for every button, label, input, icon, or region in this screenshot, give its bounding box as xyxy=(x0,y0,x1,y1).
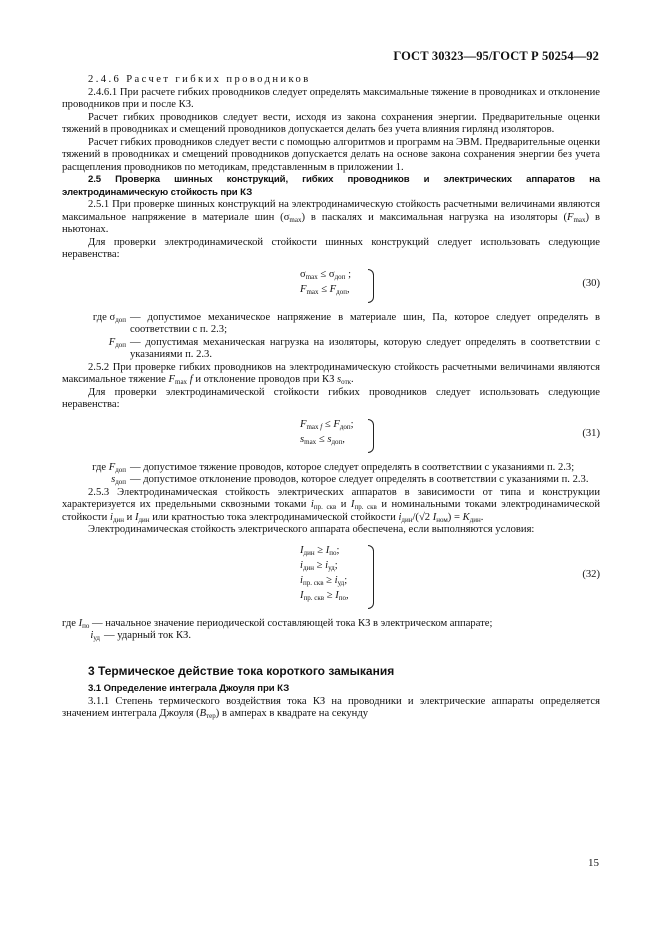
equation-31: $F_{max f} \le F_{доп}$; $s_{max} \le s_{доп}$, (31) xyxy=(62,415,600,459)
document-body xyxy=(62,74,600,721)
paragraph-calc-1: Расчет гибких проводников следует вести, исходя из закона сохранения энергии. Предварительные оценки тяжений в проводниках и смещений проводников допускается делать без учета влияния гирлянд изоляторов. xyxy=(62,111,600,135)
paragraph-2-5-1-check: Для проверки электродинамической стойкости шинных конструкций следует использовать следующие неравенства: xyxy=(62,236,600,260)
paragraph-3-1-1: 3.1.1 Степень термического воздействия тока КЗ на проводники и электрические аппараты определяется значением интеграла Джоуля $(B_{тер})$ в амперах в квадрате на секунду xyxy=(62,695,600,720)
definition-ipo: где $I_{по}$ — начальное значение периодической составляющей тока КЗ в электрическом аппарате; xyxy=(62,617,493,630)
definition-ft-dop: где $F_{доп}$ — допустимое тяжение проводов, которое следует определять в соответствии с указаниями п. 2.3; xyxy=(92,461,575,474)
equation-brace xyxy=(368,269,374,303)
definition-iud: $i_{уд}$ — ударный ток КЗ. xyxy=(90,630,191,642)
definition-f-dop: $F_{доп}$ — допустимая механическая нагрузка на изоляторы, которую следует определять в соответствии с указаниями п. 2.3. xyxy=(108,336,600,360)
equation-32: $I_{дин} \ge I_{по}$; $i_{дин} \ge i_{уд}$; $i_{пр. скв} \ge i_{уд}$; $I_{пр. скв} \ge I_{по}$, (32) xyxy=(62,541,600,615)
paragraph-2-5-2: 2.5.2 При проверке гибких проводников на электродинамическую стойкость расчетными величинами являются максимальное тяжение $F_{max}$ f и отклонение проводов при КЗ $s_{отк}$. xyxy=(62,361,600,386)
equation-brace xyxy=(368,419,374,453)
page-number: 15 xyxy=(588,857,599,869)
paragraph-2-4-6-1: 2.4.6.1 При расчете гибких проводников следует определять максимальные тяжение в проводниках и отклонение проводников при и после КЗ. xyxy=(62,86,600,110)
equation-number: (32) xyxy=(582,568,600,580)
equation-number: (31) xyxy=(582,427,600,439)
equation-number: (30) xyxy=(582,277,600,289)
paragraph-apparatus: Электродинамическая стойкость электрического аппарата обеспечена, если выполняются условия: xyxy=(88,524,535,535)
document-header: ГОСТ 30323—95/ГОСТ Р 50254—92 xyxy=(393,49,599,63)
paragraph-2-5-2-check: Для проверки электродинамической стойкости гибких проводников следует использовать следующие неравенства: xyxy=(62,386,600,410)
definitions-31 xyxy=(62,462,600,487)
definition-s-dop: $s_{доп}$ — допустимое отклонение проводов, которое следует определять в соответствии с указаниями п. 2.3. xyxy=(111,474,589,486)
section-3-title: 3 Термическое действие тока короткого замыкания xyxy=(88,663,395,678)
definition-sigma-dop: где $\sigma_{доп}$ — допустимое механическое напряжение в материале шин, Па, которое следует определять в соответствии с п. 2.3; xyxy=(92,311,600,335)
definitions-32 xyxy=(62,618,600,643)
section-3-1-title: 3.1 Определение интеграла Джоуля при КЗ xyxy=(88,683,290,694)
equation-30: $\sigma_{max} \le \sigma_{доп}$ ; $F_{max} \le F_{доп}$, (30) xyxy=(62,265,600,309)
paragraph-2-5-1: 2.5.1 При проверке шинных конструкций на электродинамическую стойкость расчетными величинами являются максимальное напряжение в материале шин $(\sigma_{max})$ в паскалях и максимальная нагрузка на изоляторы $(F_{max})$ в ньютонах. xyxy=(62,199,600,235)
section-2-4-6-title: 2.4.6 Расчет гибких проводников xyxy=(88,74,311,85)
paragraph-2-5-3: 2.5.3 Электродинамическая стойкость электрических аппаратов в зависимости от типа и конструкции характеризуется их предельными сквозными токами $i_{пр. скв}$ и $I_{пр. скв}$ и номинальными токами электродинамической стойкости $i_{дин}$ и $I_{дин}$ или кратностью тока электродинамической стойкости $i_{дин}/(√2$ $I_{ном}) = K_{дин}$. xyxy=(62,486,600,524)
paragraph-calc-2: Расчет гибких проводников следует вести с помощью алгоритмов и программ на ЭВМ. Предварительные оценки тяжений в проводниках и смещений проводников допускается делать на основе закона сохранения энергии без учета расщепления проводников по методикам, представленным в приложении 1. xyxy=(62,136,600,173)
section-2-5-title: 2.5 Проверка шинных конструкций, гибких проводников и электрических аппаратов на электродинамическую стойкость при КЗ xyxy=(62,174,600,198)
equation-brace xyxy=(368,545,374,609)
definitions-30 xyxy=(62,312,600,362)
